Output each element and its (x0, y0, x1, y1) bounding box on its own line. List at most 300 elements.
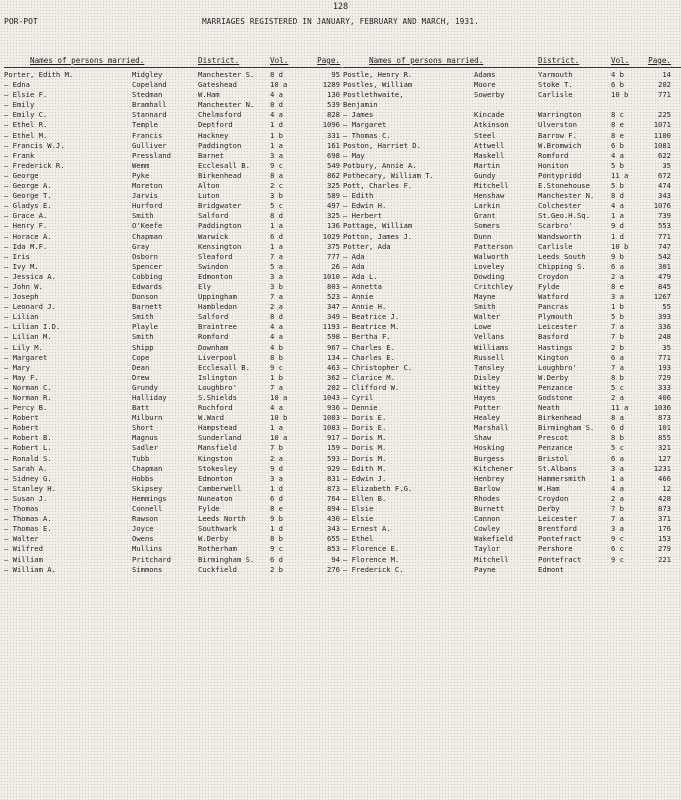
district-name: St.Geo.H.Sq. (538, 211, 590, 221)
page-title: MARRIAGES REGISTERED IN JANUARY, FEBRUARY AND MARCH, 1931. (202, 17, 479, 26)
page-reference: 1083 (322, 423, 340, 433)
table-row (343, 191, 681, 201)
spouse-surname: Walworth (474, 251, 509, 261)
page-reference: 739 (658, 211, 671, 221)
page-reference: 336 (658, 322, 671, 332)
table-row (343, 211, 681, 221)
district-name: Pontefract (538, 534, 582, 544)
table-row (4, 322, 342, 332)
volume-number: 1 a (270, 140, 283, 150)
page-reference: 406 (658, 393, 671, 402)
spouse-surname: Pressland (132, 150, 171, 160)
person-name: — Susan J. (4, 493, 48, 503)
person-name: Postle, Henry R. (343, 70, 413, 79)
volume-number: 10 a (270, 80, 288, 90)
spouse-surname: Healey (474, 413, 500, 423)
page-reference: 894 (327, 504, 340, 514)
spouse-surname: Dean (132, 362, 150, 372)
person-name: — Thomas A. (4, 514, 52, 524)
page-reference: 672 (658, 170, 671, 180)
person-name: Postlethwaite, (343, 90, 404, 100)
page-reference: 539 (327, 100, 340, 110)
left-entries (4, 68, 342, 575)
volume-number: 2 b (611, 342, 624, 352)
spouse-surname: Burgess (474, 453, 505, 463)
page-reference: 101 (658, 423, 671, 433)
spouse-surname: Smith (132, 332, 154, 342)
district-name: Cuckfield (198, 564, 237, 574)
volume-number: 1 b (611, 302, 624, 312)
person-name: — Joseph (4, 292, 39, 302)
page-reference: 929 (327, 463, 340, 473)
volume-number: 6 b (611, 80, 624, 90)
page-reference: 549 (327, 160, 340, 170)
volume-number: 7 b (270, 443, 283, 453)
spouse-surname: Disley (474, 372, 500, 382)
page-reference: 862 (327, 170, 340, 180)
page-reference: 343 (327, 524, 340, 534)
page-reference: 873 (327, 483, 340, 493)
page-reference: 622 (658, 150, 671, 160)
table-row (4, 211, 342, 221)
spouse-surname: Connell (132, 504, 163, 514)
district-name: Yarmouth (538, 70, 573, 79)
district-name: Edmont (538, 564, 564, 574)
person-name: — Lilian M. (4, 332, 52, 342)
volume-number: 5 b (611, 181, 624, 191)
district-name: Paddington (198, 140, 242, 150)
table-row (4, 262, 342, 272)
page-reference: 764 (327, 493, 340, 503)
volume-number: 6 d (270, 493, 283, 503)
table-row (343, 353, 681, 363)
volume-number: 7 a (611, 514, 624, 524)
page-reference: 279 (658, 544, 671, 554)
district-name: Stoke T. (538, 80, 573, 90)
table-row (343, 343, 681, 353)
person-name: — Ethel R. (4, 120, 48, 130)
spouse-surname: Walter (474, 312, 500, 322)
table-row (4, 232, 342, 242)
table-row (4, 494, 342, 504)
table-row (343, 151, 681, 161)
table-row (4, 252, 342, 262)
volume-number: 10 a (270, 433, 288, 443)
district-name: Bristol (538, 453, 569, 463)
person-name: — Frederick R. (4, 160, 65, 170)
person-name: — Lily M. (4, 342, 43, 352)
spouse-surname: Henbrey (474, 473, 505, 483)
spouse-surname: Spencer (132, 261, 163, 271)
page-reference: 130 (327, 90, 340, 100)
page-reference: 1100 (653, 130, 671, 140)
volume-number: 5 a (270, 261, 283, 271)
volume-number: 4 a (270, 322, 283, 332)
header-names: Names of persons married. (30, 56, 145, 65)
district-name: Leicester (538, 514, 577, 524)
person-name: — Walter (4, 534, 39, 544)
district-name: Bridgwater (198, 201, 242, 211)
page-reference: 136 (327, 221, 340, 231)
table-row (343, 242, 681, 252)
volume-number: 10 b (270, 413, 288, 423)
volume-number: 7 b (611, 332, 624, 342)
district-name: Penzance (538, 443, 573, 453)
page-reference: 1289 (322, 80, 340, 90)
volume-number: 5 b (611, 312, 624, 322)
volume-number: 1 a (611, 211, 624, 221)
table-row (4, 90, 342, 100)
header-page: Page. (648, 56, 671, 65)
table-row (4, 484, 342, 494)
spouse-surname: Joyce (132, 524, 154, 534)
district-name: Leicester (538, 322, 577, 332)
spouse-surname: Donson (132, 292, 158, 302)
spouse-surname: Sadler (132, 443, 158, 453)
volume-number: 8 b (611, 433, 624, 443)
district-name: Neath (538, 403, 560, 413)
person-name: — Robert L. (4, 443, 52, 453)
table-row (343, 363, 681, 373)
table-row (4, 312, 342, 322)
page-reference: 845 (658, 281, 671, 291)
volume-number: 3 a (270, 150, 283, 160)
person-name: — William A. (4, 564, 56, 574)
spouse-surname: Somers (474, 221, 500, 231)
spouse-surname: Hurford (132, 201, 163, 211)
spouse-surname: Loveley (474, 261, 505, 271)
spouse-surname: Chapman (132, 463, 163, 473)
page-reference: 771 (658, 352, 671, 362)
person-name: — Edith M. (343, 463, 387, 473)
spouse-surname: Attwell (474, 140, 505, 150)
person-name: — Ethel M. (4, 130, 48, 140)
person-name: — Elizabeth F.G. (343, 483, 413, 493)
page-reference: 321 (658, 443, 671, 453)
table-row (343, 555, 681, 565)
table-row (343, 232, 681, 242)
spouse-surname: Kitchener (474, 463, 513, 473)
volume-number: 8 e (611, 120, 624, 130)
person-name: — Doris M. (343, 433, 387, 443)
district-name: Watford (538, 292, 569, 302)
spouse-surname: Vellans (474, 332, 505, 342)
person-name: — Thomas E. (4, 524, 52, 534)
volume-number: 9 c (611, 554, 624, 564)
volume-number: 4 b (611, 70, 624, 79)
page-reference: 371 (658, 514, 671, 524)
volume-number: 8 b (611, 372, 624, 382)
volume-number: 1 d (270, 483, 283, 493)
person-name: — Wilfred (4, 544, 43, 554)
table-row (343, 565, 681, 575)
district-name: Swindon (198, 261, 229, 271)
page-reference: 777 (327, 251, 340, 261)
table-row (343, 100, 681, 110)
person-name: — Elsie F. (4, 90, 48, 100)
page-reference: 362 (327, 372, 340, 382)
person-name: Pothecary, William T. (343, 170, 434, 180)
table-row (343, 332, 681, 342)
district-name: Derby (538, 504, 560, 514)
district-name: Manchester N. (198, 100, 255, 110)
table-row (4, 433, 342, 443)
table-row (343, 383, 681, 393)
spouse-surname: Gundy (474, 170, 496, 180)
page-reference: 35 (662, 160, 671, 170)
person-name: — James (343, 110, 374, 120)
district-name: W.Ward (198, 413, 224, 423)
table-row (4, 343, 342, 353)
right-entries (343, 68, 681, 575)
person-name: Poston, Harriet D. (343, 140, 421, 150)
spouse-surname: Wemm (132, 160, 150, 170)
table-row (4, 403, 342, 413)
volume-number: 5 c (611, 443, 624, 453)
page-reference: 873 (658, 504, 671, 514)
volume-number: 6 a (611, 261, 624, 271)
table-row (4, 534, 342, 544)
person-name: — Charles E. (343, 352, 395, 362)
volume-number: 8 b (270, 534, 283, 544)
volume-number: 9 b (270, 514, 283, 524)
district-name: Mansfield (198, 443, 237, 453)
spouse-surname: Tubb (132, 453, 150, 463)
person-name: — Margaret (343, 120, 387, 130)
table-row (4, 80, 342, 90)
volume-number: 4 a (611, 150, 624, 160)
table-row (4, 544, 342, 554)
volume-number: 1 d (611, 231, 624, 241)
volume-number: 2 a (611, 393, 624, 402)
table-row (4, 474, 342, 484)
volume-number: 8 e (611, 281, 624, 291)
volume-number: 7 a (611, 362, 624, 372)
person-name: — Emily C. (4, 110, 48, 120)
page-reference: 221 (658, 554, 671, 564)
spouse-surname: Moore (474, 80, 496, 90)
table-row (343, 80, 681, 90)
volume-number: 1 b (270, 130, 283, 140)
district-name: Warwick (198, 231, 229, 241)
district-name: Chipping S. (538, 261, 586, 271)
spouse-surname: Martin (474, 160, 500, 170)
district-name: Kington (538, 352, 569, 362)
volume-number: 8 a (270, 170, 283, 180)
district-name: Brentford (538, 524, 577, 534)
person-name: Potbury, Annie A. (343, 160, 417, 170)
person-name: — Edith (343, 191, 374, 201)
person-name: — Doris M. (343, 443, 387, 453)
spouse-surname: Mitchell (474, 181, 509, 191)
spouse-surname: Batt (132, 403, 150, 413)
spouse-surname: Tansley (474, 362, 505, 372)
person-name: — Clifford W. (343, 382, 400, 392)
district-name: W.Ham (198, 90, 220, 100)
spouse-surname: Pyke (132, 170, 150, 180)
page-reference: 1096 (322, 120, 340, 130)
volume-number: 4 a (270, 90, 283, 100)
district-name: Loughbro' (538, 362, 577, 372)
table-row (4, 181, 342, 191)
district-name: St.Albans (538, 463, 577, 473)
spouse-surname: Burnett (474, 504, 505, 514)
table-row (4, 70, 342, 80)
volume-number: 7 a (270, 251, 283, 261)
person-name: — Sidney G. (4, 473, 52, 483)
district-name: Gateshead (198, 80, 237, 90)
spouse-surname: Cannon (474, 514, 500, 524)
district-name: Loughbro' (198, 382, 237, 392)
volume-number: 3 b (270, 281, 283, 291)
spouse-surname: Owens (132, 534, 154, 544)
volume-number: 11 a (611, 170, 629, 180)
volume-number: 1 b (270, 372, 283, 382)
person-name: — Norman R. (4, 393, 52, 402)
page-reference: 225 (658, 110, 671, 120)
district-name: Romford (198, 332, 229, 342)
spouse-surname: Smith (474, 302, 496, 312)
district-name: Carlisle (538, 90, 573, 100)
volume-number: 4 a (611, 483, 624, 493)
spouse-surname: Chapman (132, 231, 163, 241)
district-name: Braintree (198, 322, 237, 332)
table-row (343, 262, 681, 272)
table-row (343, 131, 681, 141)
person-name: — Grace A. (4, 211, 48, 221)
table-row (343, 120, 681, 130)
person-name: Pott, Charles F. (343, 181, 413, 191)
spouse-surname: Cowley (474, 524, 500, 534)
spouse-surname: Barlow (474, 483, 500, 493)
volume-number: 8 d (611, 191, 624, 201)
spouse-surname: Dowding (474, 271, 505, 281)
page-reference: 12 (662, 483, 671, 493)
page-reference: 747 (658, 241, 671, 251)
volume-number: 1 a (270, 221, 283, 231)
person-name: — Edna (4, 80, 30, 90)
person-name: — Bertha F. (343, 332, 391, 342)
district-name: W.Ham (538, 483, 560, 493)
district-name: Croydon (538, 493, 569, 503)
spouse-surname: Bramhall (132, 100, 167, 110)
spouse-surname: Rawson (132, 514, 158, 524)
page-reference: 553 (658, 221, 671, 231)
person-name: — May (343, 150, 365, 160)
table-row (343, 454, 681, 464)
volume-number: 3 b (270, 191, 283, 201)
person-name: Porter, Edith M. (4, 70, 74, 79)
person-name: — John W. (4, 281, 43, 291)
header-vol: Vol. (270, 56, 289, 65)
district-name: S.Shields (198, 393, 237, 402)
table-row (4, 201, 342, 211)
district-name: Camberwell (198, 483, 242, 493)
person-name: — Jessica A. (4, 271, 56, 281)
person-name: — Percy B. (4, 403, 48, 413)
volume-number: 3 a (270, 271, 283, 281)
district-name: Scarbro' (538, 221, 573, 231)
spouse-surname: Short (132, 423, 154, 433)
district-name: Manchester S. (198, 70, 255, 79)
table-row (4, 110, 342, 120)
page-reference: 466 (658, 473, 671, 483)
spouse-surname: Mullins (132, 544, 163, 554)
district-name: Plymouth (538, 312, 573, 322)
spouse-surname: Larkin (474, 201, 500, 211)
volume-number: 2 a (611, 271, 624, 281)
person-name: — Ivy M. (4, 261, 39, 271)
spouse-surname: Critchley (474, 281, 513, 291)
page-reference: 917 (327, 433, 340, 443)
district-name: Kensington (198, 241, 242, 251)
volume-number: 4 b (270, 342, 283, 352)
volume-number: 7 a (270, 382, 283, 392)
district-name: Paddington (198, 221, 242, 231)
table-row (343, 514, 681, 524)
spouse-surname: Edwards (132, 281, 163, 291)
spouse-surname: Maskell (474, 150, 505, 160)
page-reference: 497 (327, 201, 340, 211)
district-name: Ecclesall B. (198, 160, 250, 170)
district-name: Hampstead (198, 423, 237, 433)
page-reference: 803 (327, 281, 340, 291)
header-vol: Vol. (611, 56, 630, 65)
page-reference: 248 (658, 332, 671, 342)
person-name: — Dennie (343, 403, 378, 413)
volume-number: 11 a (611, 403, 629, 413)
table-row (343, 292, 681, 302)
person-name: — Ada (343, 251, 365, 261)
district-name: Salford (198, 211, 229, 221)
spouse-surname: Rhodes (474, 493, 500, 503)
page-reference: 771 (658, 90, 671, 100)
page-reference: 1010 (322, 271, 340, 281)
person-name: — George A. (4, 181, 52, 191)
volume-number: 6 b (611, 140, 624, 150)
volume-number: 9 d (270, 463, 283, 473)
page-reference: 463 (327, 362, 340, 372)
table-row (4, 555, 342, 565)
spouse-surname: Patterson (474, 241, 513, 251)
person-name: — Annie (343, 292, 374, 302)
district-name: Birmingham S. (538, 423, 595, 433)
page-reference: 1029 (322, 231, 340, 241)
person-name: — Ada L. (343, 271, 378, 281)
person-name: — Ethel (343, 534, 374, 544)
volume-number: 4 a (270, 110, 283, 120)
table-row (4, 171, 342, 181)
header-district: District. (198, 56, 240, 65)
district-name: Honiton (538, 160, 569, 170)
volume-number: 6 d (270, 554, 283, 564)
person-name: — Robert B. (4, 433, 52, 443)
table-row (4, 413, 342, 423)
volume-number: 8 e (270, 504, 283, 514)
person-name: — Horace A. (4, 231, 52, 241)
person-name: — Norman C. (4, 382, 52, 392)
table-row (343, 252, 681, 262)
volume-number: 9 c (611, 534, 624, 544)
table-row (343, 171, 681, 181)
page-reference: 729 (658, 372, 671, 382)
district-name: Hambledon (198, 302, 237, 312)
volume-number: 8 d (270, 312, 283, 322)
district-name: Basford (538, 332, 569, 342)
spouse-surname: Osborn (132, 251, 158, 261)
spouse-surname: Cope (132, 352, 150, 362)
page-reference: 343 (658, 191, 671, 201)
